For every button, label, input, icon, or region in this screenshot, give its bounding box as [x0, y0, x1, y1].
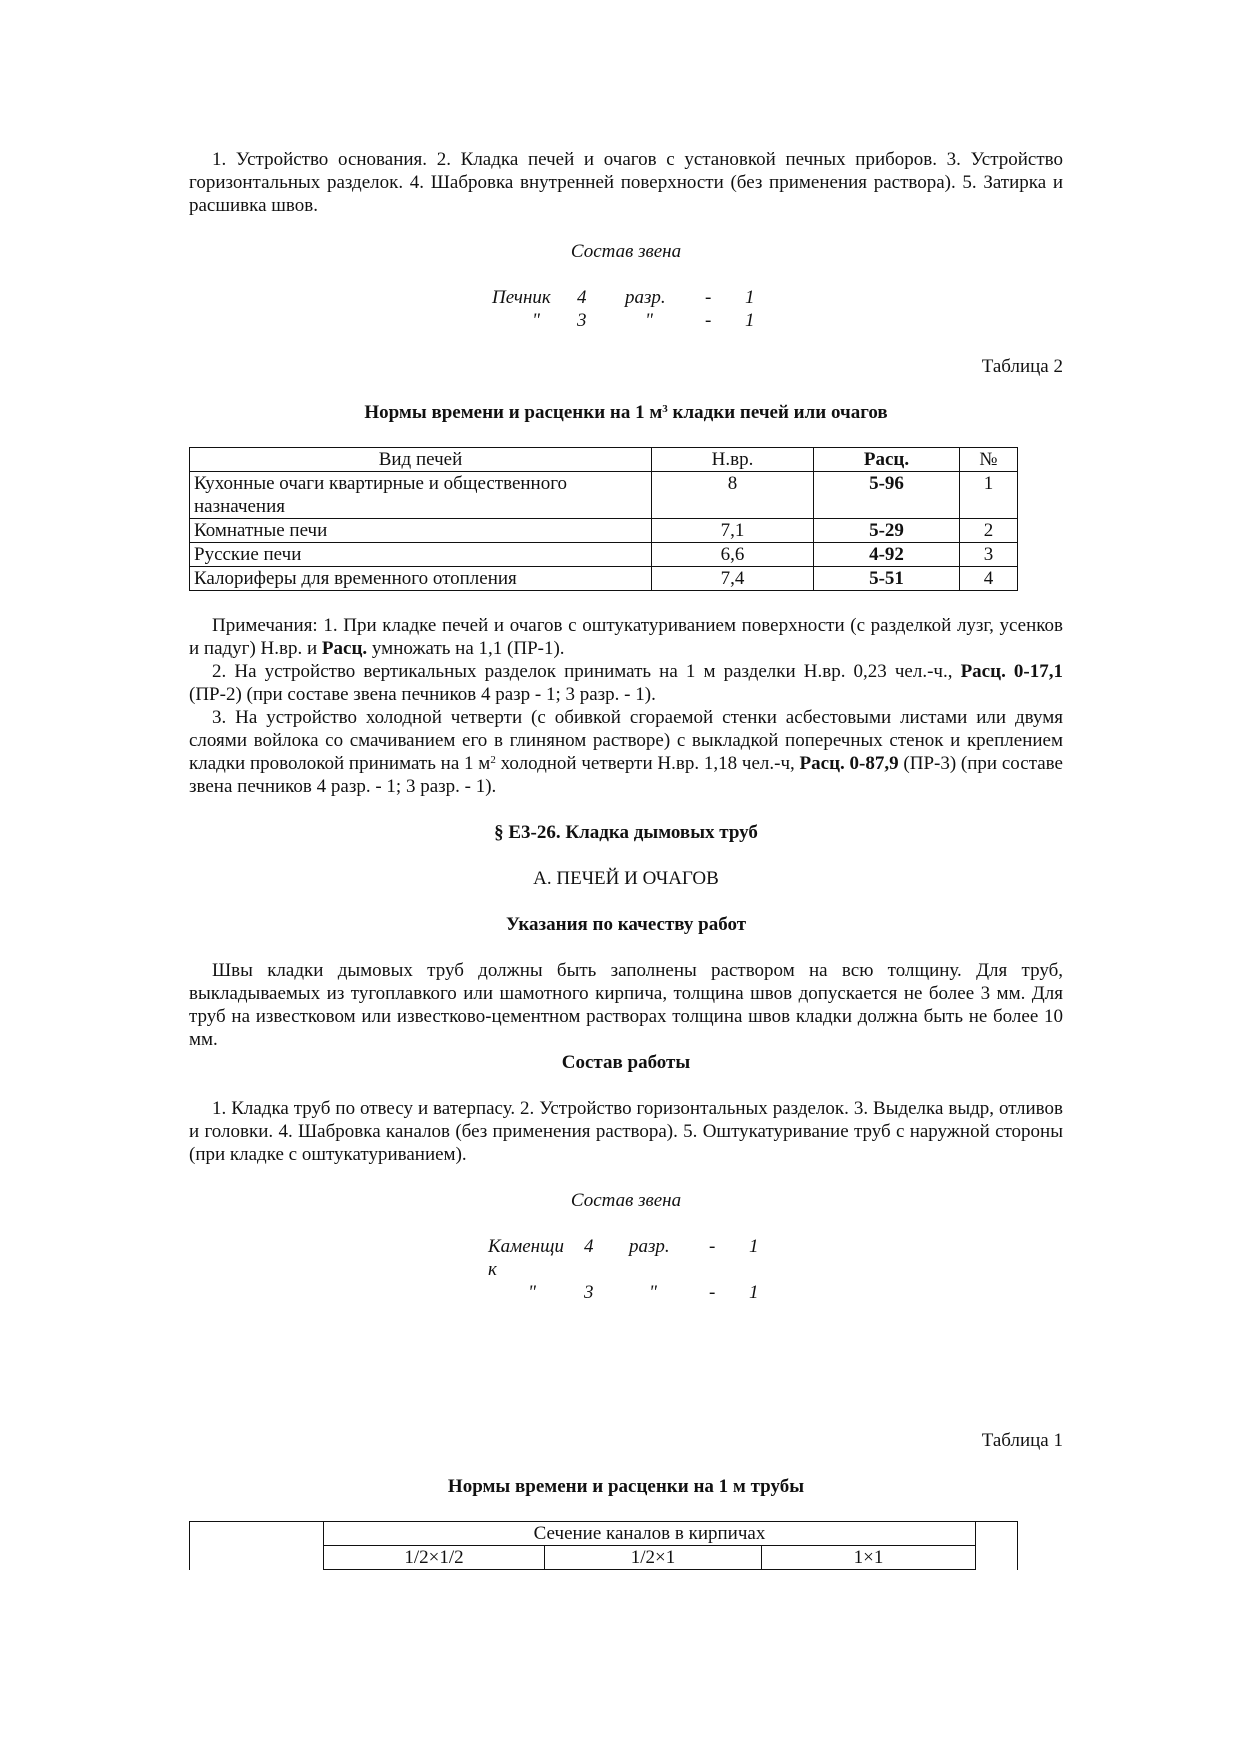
note-1-text: Примечания: 1. При кладке печей и очагов с оштукатуриванием поверхности (с разделкой лузг, усенков и падуг) Н.вр. и [189, 615, 1063, 659]
table-row [190, 567, 1018, 591]
crew-title-2: Состав звена [570, 1190, 682, 1211]
header-section-one-one: 1×1 [762, 1546, 976, 1570]
cell-number: 3 [960, 543, 1018, 567]
note-2-text-end: (ПР-2) (при составе звена печников 4 разр - 1; 3 разр. - 1). [189, 684, 656, 705]
cell-stove-type: Комнатные печи [190, 519, 652, 543]
cell-number: 2 [960, 519, 1018, 543]
table-2-title-superscript: 3 [662, 403, 668, 415]
note-1-text-end: умножать на 1,1 (ПР-1). [367, 638, 565, 659]
cell-rate: 4-92 [814, 543, 960, 567]
work-composition-text-1: 1. Устройство основания. 2. Кладка печей и очагов с установкой печных приборов. 3. Устройство горизонтальных разделок. 4. Шабровка внутренней поверхности (без применения раствора). 5. Затирка и расшивка швов. [189, 149, 1063, 216]
header-section-half-half: 1/2×1/2 [324, 1546, 545, 1570]
table-header-row [190, 1522, 1018, 1546]
section-title: § Е3-26. Кладка дымовых труб [494, 822, 758, 843]
table-2-label: Таблица 2 [981, 356, 1063, 377]
cell-time-norm: 7,4 [652, 567, 814, 591]
cell-rate: 5-96 [814, 472, 960, 519]
quality-text: Швы кладки дымовых труб должны быть заполнены раствором на всю толщину. Для труб, выкладываемых из тугоплавкого или шамотного кирпича, толщина швов допускается не более 3 мм. Для труб на известковом или известково-цементном растворах толщина швов кладки должна быть не более 10 мм. [189, 960, 1063, 1050]
work-composition-title: Состав работы [561, 1052, 691, 1073]
table-header-row [190, 448, 1018, 472]
cell-number: 1 [960, 472, 1018, 519]
crew-count: 1 [749, 1236, 759, 1257]
work-composition-text-2: 1. Кладка труб по отвесу и ватерпасу. 2. Устройство горизонтальных разделок. 3. Выделка выдр, отливов и головки. 4. Шабровка каналов (без применения раствора). 5. Оштукатуривание труб с наружной стороны (при кладке с оштукатуриванием). [189, 1098, 1063, 1165]
table-row [190, 543, 1018, 567]
crew-row [492, 286, 760, 309]
table-1 [189, 1521, 1018, 1570]
crew-dash: - [709, 1236, 716, 1257]
header-number: № [960, 448, 1018, 472]
table-row [190, 472, 1018, 519]
crew-dash: - [705, 287, 712, 308]
cell-stove-type: Калориферы для временного отопления [190, 567, 652, 591]
header-stove-type: Вид печей [190, 448, 652, 472]
note-2-bold: Расц. 0-17,1 [960, 661, 1063, 682]
table-2-title-text-end: кладки печей или очагов [667, 402, 888, 423]
crew-row [488, 1281, 764, 1304]
note-3 [189, 706, 1063, 798]
note-3-superscript: 2 [490, 754, 496, 766]
crew-unit: разр. [629, 1236, 670, 1257]
crew-table-2 [488, 1235, 764, 1304]
table-1-title: Нормы времени и расценки на 1 м трубы [447, 1476, 805, 1497]
crew-dash: - [709, 1282, 716, 1303]
crew-unit: " [649, 1282, 657, 1303]
cell-time-norm: 8 [652, 472, 814, 519]
crew-grade: 4 [584, 1236, 594, 1257]
quality-title: Указания по качеству работ [505, 914, 747, 935]
header-channel-section: Сечение каналов в кирпичах [324, 1522, 976, 1546]
crew-row [492, 309, 760, 332]
cell-number: 4 [960, 567, 1018, 591]
crew-table-1 [492, 286, 760, 332]
header-rate: Расц. [814, 448, 960, 472]
crew-count: 1 [749, 1282, 759, 1303]
note-3-bold: Расц. 0-87,9 [799, 753, 899, 774]
header-empty-right [976, 1522, 1018, 1570]
crew-role: " [528, 1282, 536, 1303]
note-1 [189, 614, 1063, 660]
document-page [189, 148, 1063, 1570]
note-2-text: 2. На устройство вертикальных разделок принимать на 1 м разделки Н.вр. 0,23 чел.-ч., [212, 661, 961, 682]
crew-grade: 3 [584, 1282, 594, 1303]
header-time-norm: Н.вр. [652, 448, 814, 472]
crew-role: Каменщи к [488, 1236, 564, 1280]
subsection-title: А. ПЕЧЕЙ И ОЧАГОВ [533, 868, 719, 889]
crew-grade: 3 [577, 310, 587, 331]
cell-stove-type: Русские печи [190, 543, 652, 567]
crew-row [488, 1235, 764, 1281]
table-2 [189, 447, 1018, 591]
cell-rate: 5-29 [814, 519, 960, 543]
crew-unit: разр. [625, 287, 666, 308]
header-section-half-one: 1/2×1 [545, 1546, 762, 1570]
cell-time-norm: 7,1 [652, 519, 814, 543]
cell-rate: 5-51 [814, 567, 960, 591]
crew-role: Печник [492, 287, 551, 308]
crew-dash: - [705, 310, 712, 331]
note-3-text: 3. На устройство холодной четверти (с обивкой сгораемой стенки асбестовыми листами или двумя слоями войлока со смачиванием его в глиняном растворе) с выкладкой поперечных стенок и креплением кладки проволокой принимать на 1 м [189, 707, 1063, 774]
cell-time-norm: 6,6 [652, 543, 814, 567]
cell-stove-type: Кухонные очаги квартирные и общественного назначения [190, 472, 652, 519]
table-1-label: Таблица 1 [981, 1430, 1063, 1451]
crew-unit: " [645, 310, 653, 331]
note-1-bold: Расц. [321, 638, 368, 659]
table-2-title [189, 401, 1063, 424]
crew-role: " [532, 310, 540, 331]
note-2 [189, 660, 1063, 706]
note-3-text-mid: холодной четверти Н.вр. 1,18 чел.-ч, [495, 753, 800, 774]
table-row [190, 519, 1018, 543]
crew-title-1: Состав звена [570, 241, 682, 262]
crew-count: 1 [745, 287, 755, 308]
crew-grade: 4 [577, 287, 587, 308]
header-empty-left [190, 1522, 324, 1570]
table-2-title-text: Нормы времени и расценки на 1 м [364, 402, 663, 423]
crew-count: 1 [745, 310, 755, 331]
note-3-text-end: (ПР-3) (при составе звена печников 4 разр. - 1; 3 разр. - 1). [189, 753, 1063, 797]
